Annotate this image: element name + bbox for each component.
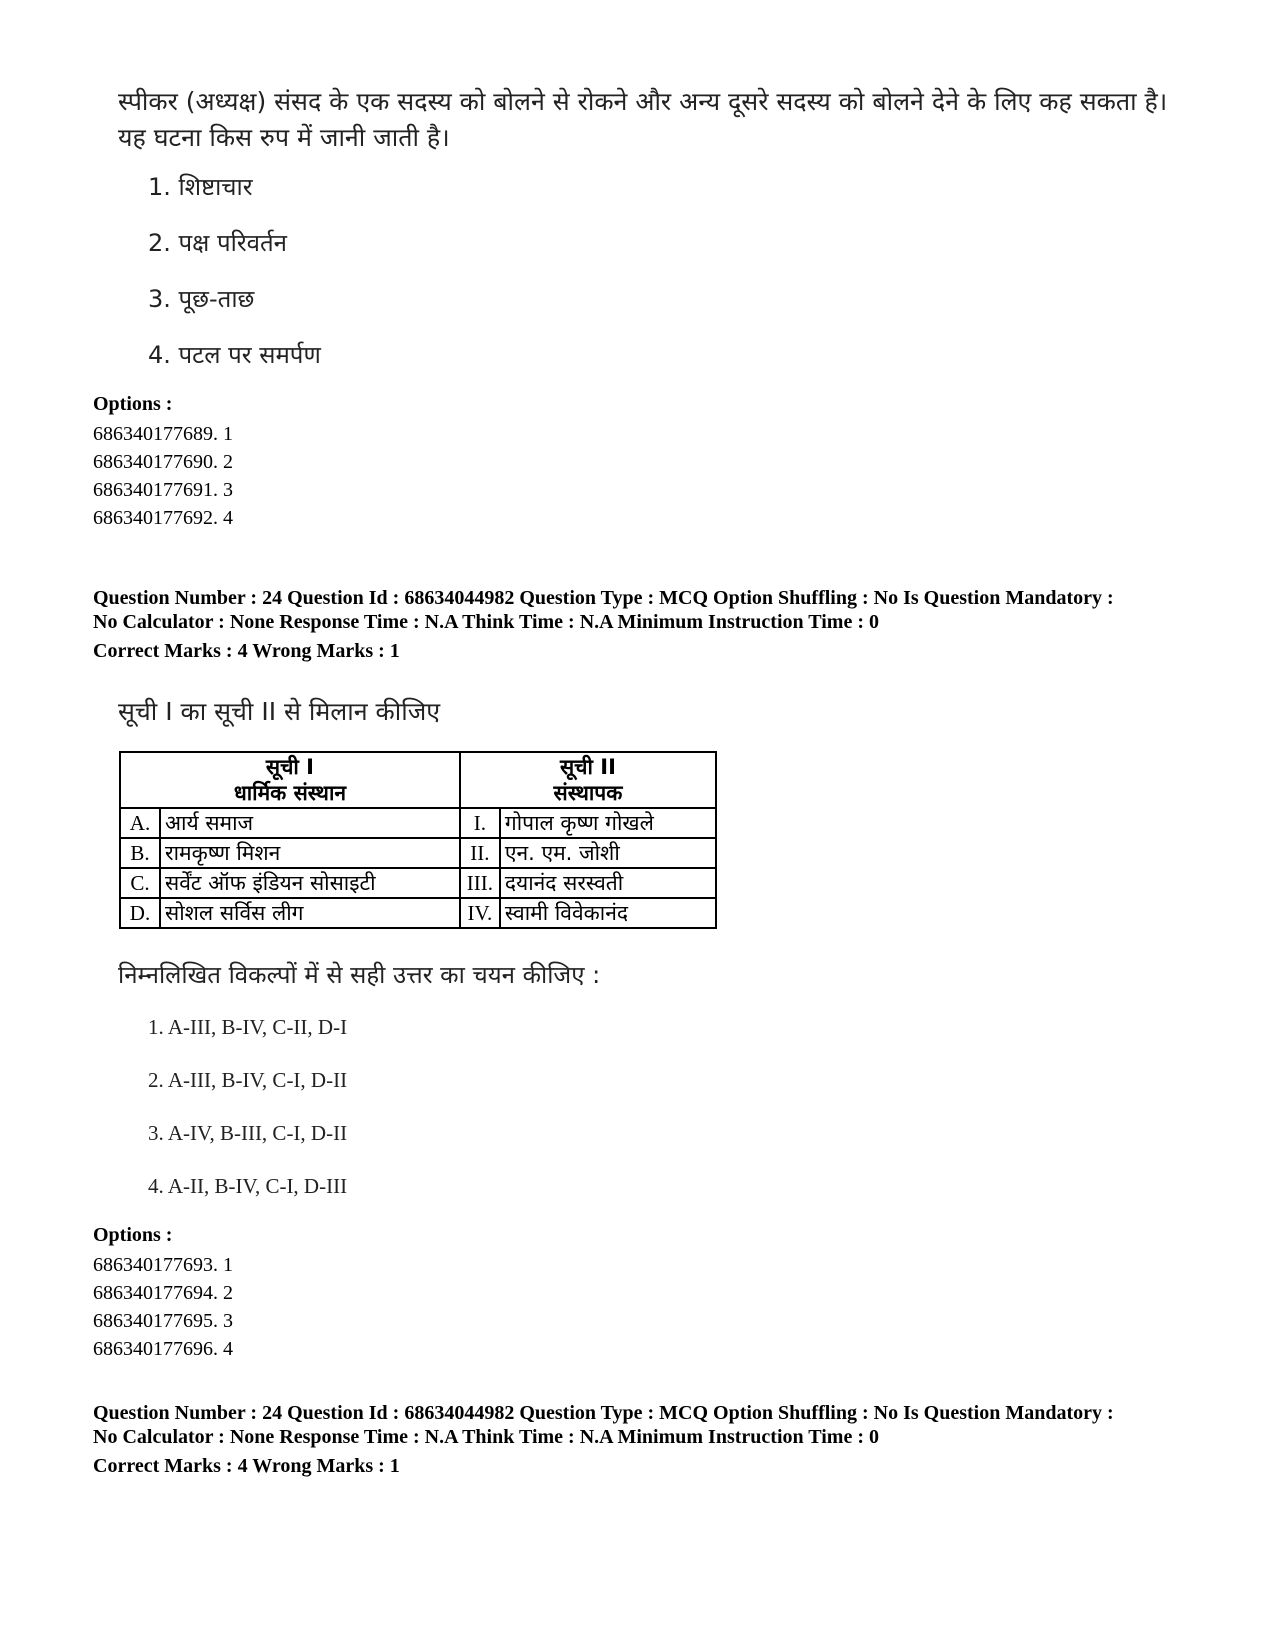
choice-4: 4. A-II, B-IV, C-I, D-III: [148, 1174, 348, 1198]
question-meta-line-2: No Calculator : None Response Time : N.A Think Time : N.A Minimum Instruction Time : 0: [93, 611, 879, 633]
table-row: [120, 898, 716, 928]
founder: गोपाल कृष्ण गोखले: [500, 808, 716, 838]
choice-2: 2. A-III, B-IV, C-I, D-II: [148, 1068, 348, 1092]
question-text: [118, 84, 1228, 156]
question-marks: Correct Marks : 4 Wrong Marks : 1: [93, 640, 400, 662]
institution: रामकृष्ण मिशन: [160, 838, 460, 868]
row-label: C.: [120, 868, 160, 898]
options-label: Options :: [93, 393, 173, 415]
option-id: 686340177692. 4: [93, 507, 233, 529]
choice-1: 1. A-III, B-IV, C-II, D-I: [148, 1015, 348, 1039]
row-label: I.: [460, 808, 500, 838]
row-label: B.: [120, 838, 160, 868]
row-label: II.: [460, 838, 500, 868]
option-id: 686340177693. 1: [93, 1254, 233, 1276]
instruction-text: निम्नलिखित विकल्पों में से सही उत्तर का चयन कीजिए :: [118, 961, 601, 989]
list-1-subtitle: धार्मिक संस्थान: [233, 781, 347, 805]
row-label: IV.: [460, 898, 500, 928]
founder: दयानंद सरस्वती: [500, 868, 716, 898]
list-1-header: [120, 752, 460, 808]
option-id: 686340177690. 2: [93, 451, 233, 473]
options-list: [93, 420, 233, 532]
table-row: [120, 808, 716, 838]
question-meta: [93, 586, 1243, 634]
list-2-subtitle: संस्थापक: [553, 781, 623, 805]
question-meta-line-2: No Calculator : None Response Time : N.A Think Time : N.A Minimum Instruction Time : 0: [93, 1426, 879, 1448]
question-meta-line-1: Question Number : 24 Question Id : 68634044982 Question Type : MCQ Option Shuffling : No Is Question Mandatory :: [93, 587, 1114, 609]
founder: एन. एम. जोशी: [500, 838, 716, 868]
option-id: 686340177695. 3: [93, 1310, 233, 1332]
choice-1: 1. शिष्टाचार: [148, 173, 253, 201]
row-label: III.: [460, 868, 500, 898]
match-prompt: सूची I का सूची II से मिलान कीजिए: [118, 697, 441, 726]
option-id: 686340177691. 3: [93, 479, 233, 501]
question-meta-line-1: Question Number : 24 Question Id : 68634044982 Question Type : MCQ Option Shuffling : No Is Question Mandatory :: [93, 1402, 1114, 1424]
question-marks: Correct Marks : 4 Wrong Marks : 1: [93, 1455, 400, 1477]
row-label: A.: [120, 808, 160, 838]
choice-3: 3. पूछ-ताछ: [148, 285, 255, 313]
option-id: 686340177696. 4: [93, 1338, 233, 1360]
options-list: [93, 1251, 233, 1363]
institution: आर्य समाज: [160, 808, 460, 838]
match-table: [119, 751, 717, 929]
question-line-2: यह घटना किस रुप में जानी जाती है।: [118, 123, 450, 152]
choice-3: 3. A-IV, B-III, C-I, D-II: [148, 1121, 348, 1145]
table-row: [120, 838, 716, 868]
list-2-header: [460, 752, 716, 808]
choice-2: 2. पक्ष परिवर्तन: [148, 229, 288, 257]
institution: सर्वेंट ऑफ इंडियन सोसाइटी: [160, 868, 460, 898]
table-row: [120, 868, 716, 898]
option-id: 686340177694. 2: [93, 1282, 233, 1304]
row-label: D.: [120, 898, 160, 928]
option-id: 686340177689. 1: [93, 423, 233, 445]
choice-4: 4. पटल पर समर्पण: [148, 341, 321, 369]
question-meta: [93, 1401, 1243, 1449]
question-line-1: स्पीकर (अध्यक्ष) संसद के एक सदस्य को बोलने से रोकने और अन्य दूसरे सदस्य को बोलने देने के लिए कह सकता है।: [118, 87, 1168, 116]
list-2-title: सूची II: [559, 755, 616, 779]
options-label: Options :: [93, 1224, 173, 1246]
list-1-title: सूची I: [265, 755, 314, 779]
founder: स्वामी विवेकानंद: [500, 898, 716, 928]
institution: सोशल सर्विस लीग: [160, 898, 460, 928]
table-header-row: [120, 752, 716, 808]
